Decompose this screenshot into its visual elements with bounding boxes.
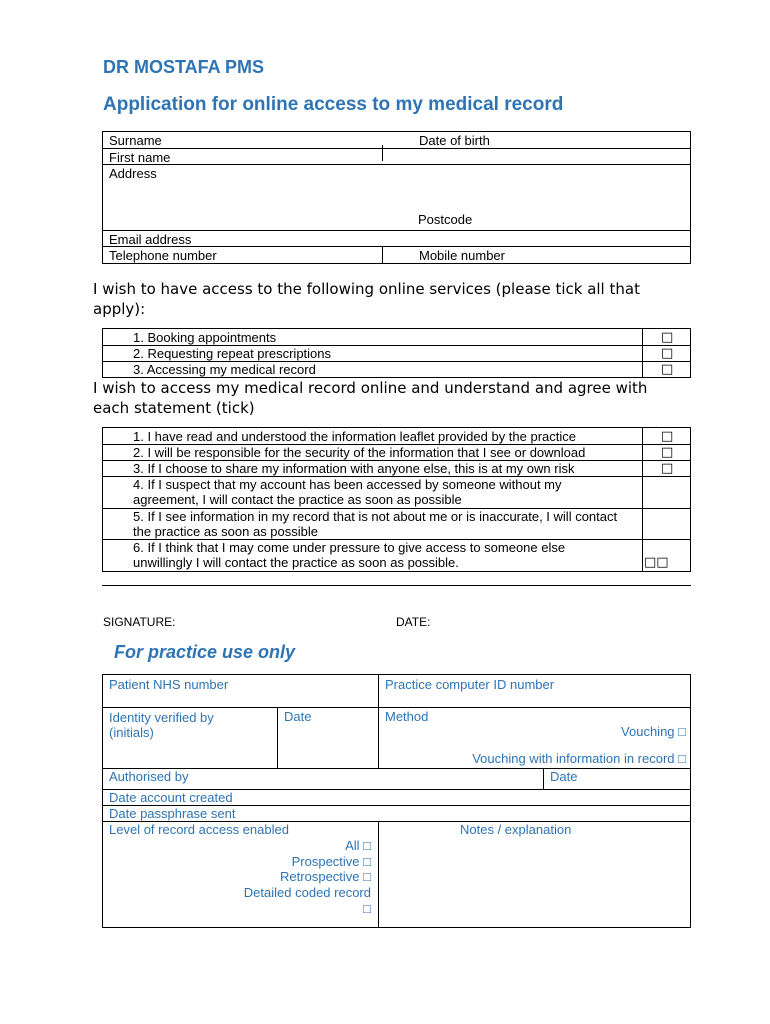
statement-checkbox[interactable]: □ [661, 429, 674, 444]
statement-item: 3. If I choose to share my information with anyone else, this is at my own risk [133, 461, 575, 476]
statements-intro: I wish to access my medical record online and understand and agree with each statement (tick) [93, 379, 648, 417]
services-intro: I wish to have access to the following online services (please tick all that apply): [93, 280, 640, 318]
practice-use-heading: For practice use only [114, 642, 296, 662]
date-label: DATE: [396, 615, 431, 629]
service-item: 2. Requesting repeat prescriptions [133, 346, 332, 361]
notes-label: Notes / explanation [460, 822, 572, 837]
signature-label: SIGNATURE: [103, 615, 176, 629]
vouching-info-option[interactable]: Vouching with information in record □ [472, 751, 686, 766]
date-verified-label: Date [284, 709, 312, 724]
statement-item: 4. If I suspect that my account has been accessed by someone without my agreement, I will contact the practice as soon as possible [133, 477, 562, 507]
service-item: 3. Accessing my medical record [133, 362, 316, 377]
nhs-number-label: Patient NHS number [109, 677, 229, 692]
surname-label: Surname [109, 133, 162, 148]
dob-label: Date of birth [419, 133, 490, 148]
statement-item: 5. If I see information in my record that is not about me or is inaccurate, I will contact the practice as soon as possible [133, 509, 618, 539]
service-item: 1. Booking appointments [133, 330, 277, 345]
service-checkbox[interactable]: □ [661, 362, 674, 377]
method-label: Method [385, 709, 429, 724]
statement-item: 1. I have read and understood the information leaflet provided by the practice [133, 429, 577, 444]
mobile-label: Mobile number [419, 248, 505, 263]
practice-name: DR MOSTAFA PMS [103, 57, 264, 77]
service-checkbox[interactable]: □ [661, 346, 674, 361]
account-created-label: Date account created [109, 790, 233, 805]
service-checkbox[interactable]: □ [661, 330, 674, 345]
statement-checkbox[interactable]: □ [661, 445, 674, 460]
identity-verified-label: Identity verified by (initials) [109, 710, 214, 740]
access-level-all[interactable]: All □ [345, 838, 371, 853]
divider [102, 585, 691, 586]
first-name-label: First name [109, 150, 171, 165]
passphrase-sent-label: Date passphrase sent [109, 806, 236, 821]
access-level-retrospective[interactable]: Retrospective □ [280, 869, 371, 884]
statement-checkbox[interactable]: □□ [644, 555, 669, 570]
record-access-label: Level of record access enabled [109, 822, 289, 837]
access-level-detailed[interactable]: Detailed coded record [243, 885, 371, 900]
statement-checkbox[interactable]: □ [661, 461, 674, 476]
computer-id-label: Practice computer ID number [385, 677, 555, 692]
statement-item: 6. If I think that I may come under pressure to give access to someone else unwillingly I will contact the practice as soon as possible. [133, 540, 566, 570]
telephone-label: Telephone number [109, 248, 217, 263]
authorised-by-label: Authorised by [109, 769, 189, 784]
vouching-option[interactable]: Vouching □ [621, 724, 686, 739]
address-label: Address [109, 166, 157, 181]
form-title: Application for online access to my medical record [103, 94, 564, 115]
postcode-label: Postcode [418, 212, 473, 227]
access-level-prospective[interactable]: Prospective □ [291, 854, 371, 869]
authorised-date-label: Date [550, 769, 578, 784]
statement-item: 2. I will be responsible for the security of the information that I see or download [133, 445, 586, 460]
detailed-checkbox[interactable]: □ [363, 901, 371, 916]
email-label: Email address [109, 232, 192, 247]
